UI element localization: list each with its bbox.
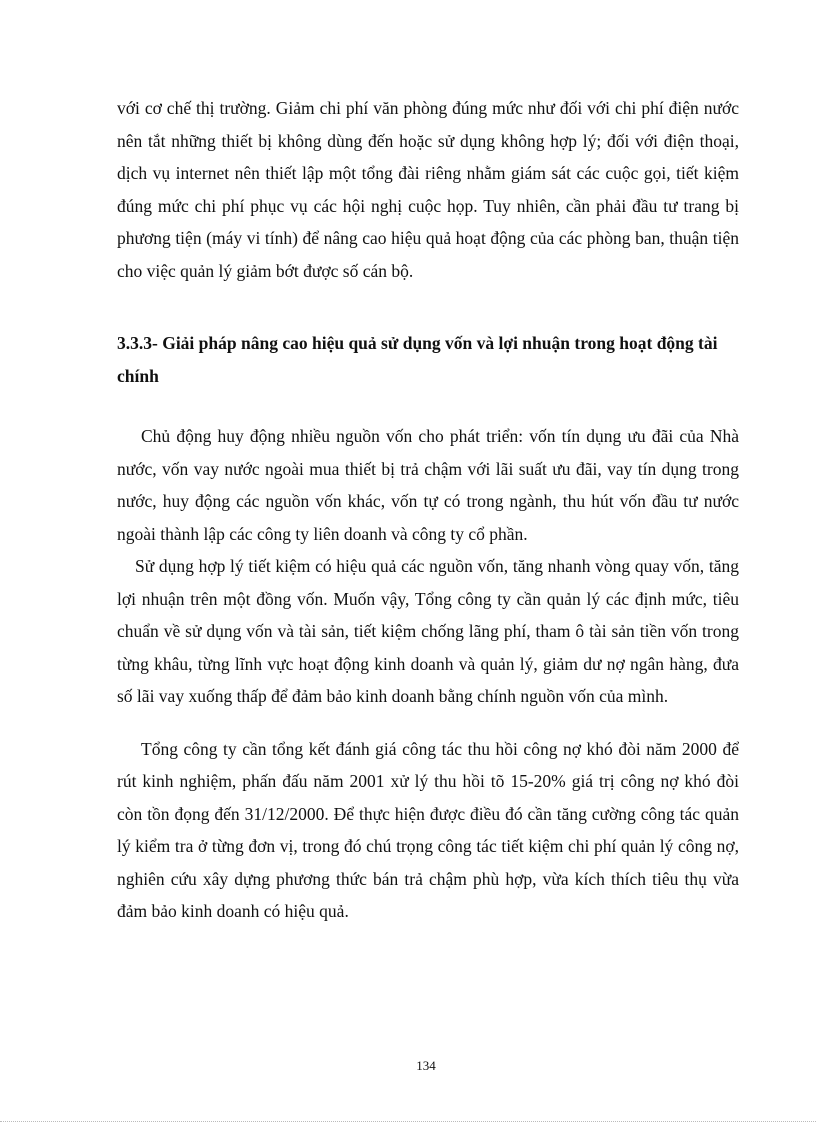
body-paragraph-1: với cơ chế thị trường. Giảm chi phí văn phòng đúng mức như đối với chi phí điện nước nên tắt những thiết bị không dùng đến hoặc sử dụng không hợp lý; đối với điện thoại, dịch vụ internet nên thiết lập một tổng đài riêng nhằm giám sát các cuộc gọi, tiết kiệm đúng mức chi phí phục vụ các hội nghị cuộc họp. Tuy nhiên, cần phải đầu tư trang bị phương tiện (máy vi tính) để nâng cao hiệu quả hoạt động của các phòng ban, thuận tiện cho việc quản lý giảm bớt được số cán bộ. [117, 98, 739, 281]
section-heading: 3.3.3- Giải pháp nâng cao hiệu quả sử dụng vốn và lợi nhuận trong hoạt động tài chính [117, 333, 718, 386]
body-paragraph-4: Tổng công ty cần tổng kết đánh giá công tác thu hồi công nợ khó đòi năm 2000 để rút kinh nghiệm, phấn đấu năm 2001 xử lý thu hồi tõ 15-20% giá trị công nợ khó đòi còn tồn đọng đến 31/12/2000. Để thực hiện được điều đó cần tăng cường công tác quản lý kiểm tra ở từng đơn vị, trong đó chú trọng công tác tiết kiệm chi phí quản lý công nợ, nghiên cứu xây dựng phương thức bán trả chậm phù hợp, vừa kích thích tiêu thụ vừa đảm bảo kinh doanh có hiệu quả. [117, 738, 739, 921]
page-number: 134 [416, 1058, 436, 1073]
body-paragraph-2: Chủ động huy động nhiều nguồn vốn cho phát triển: vốn tín dụng ưu đãi của Nhà nước, vốn vay nước ngoài mua thiết bị trả chậm với lãi suất ưu đãi, vay tín dụng trong nước, huy động các nguồn vốn khác, vốn tự có trong ngành, thu hút vốn đầu tư nước ngoài thành lập các công ty liên doanh và công ty cổ phần. [117, 426, 739, 544]
body-paragraph-3: Sử dụng hợp lý tiết kiệm có hiệu quả các nguồn vốn, tăng nhanh vòng quay vốn, tăng lợi nhuận trên một đồng vốn. Muốn vậy, Tổng công ty cần quản lý các định mức, tiêu chuẩn về sử dụng vốn và tài sản, tiết kiệm chống lãng phí, tham ô tài sản tiền vốn trong từng khâu, từng lĩnh vực hoạt động kinh doanh và quản lý, giảm dư nợ ngân hàng, đưa số lãi vay xuống thấp để đảm bảo kinh doanh bằng chính nguồn vốn của mình. [117, 556, 739, 706]
page-body [117, 92, 739, 928]
page-bottom-divider [0, 1121, 816, 1122]
